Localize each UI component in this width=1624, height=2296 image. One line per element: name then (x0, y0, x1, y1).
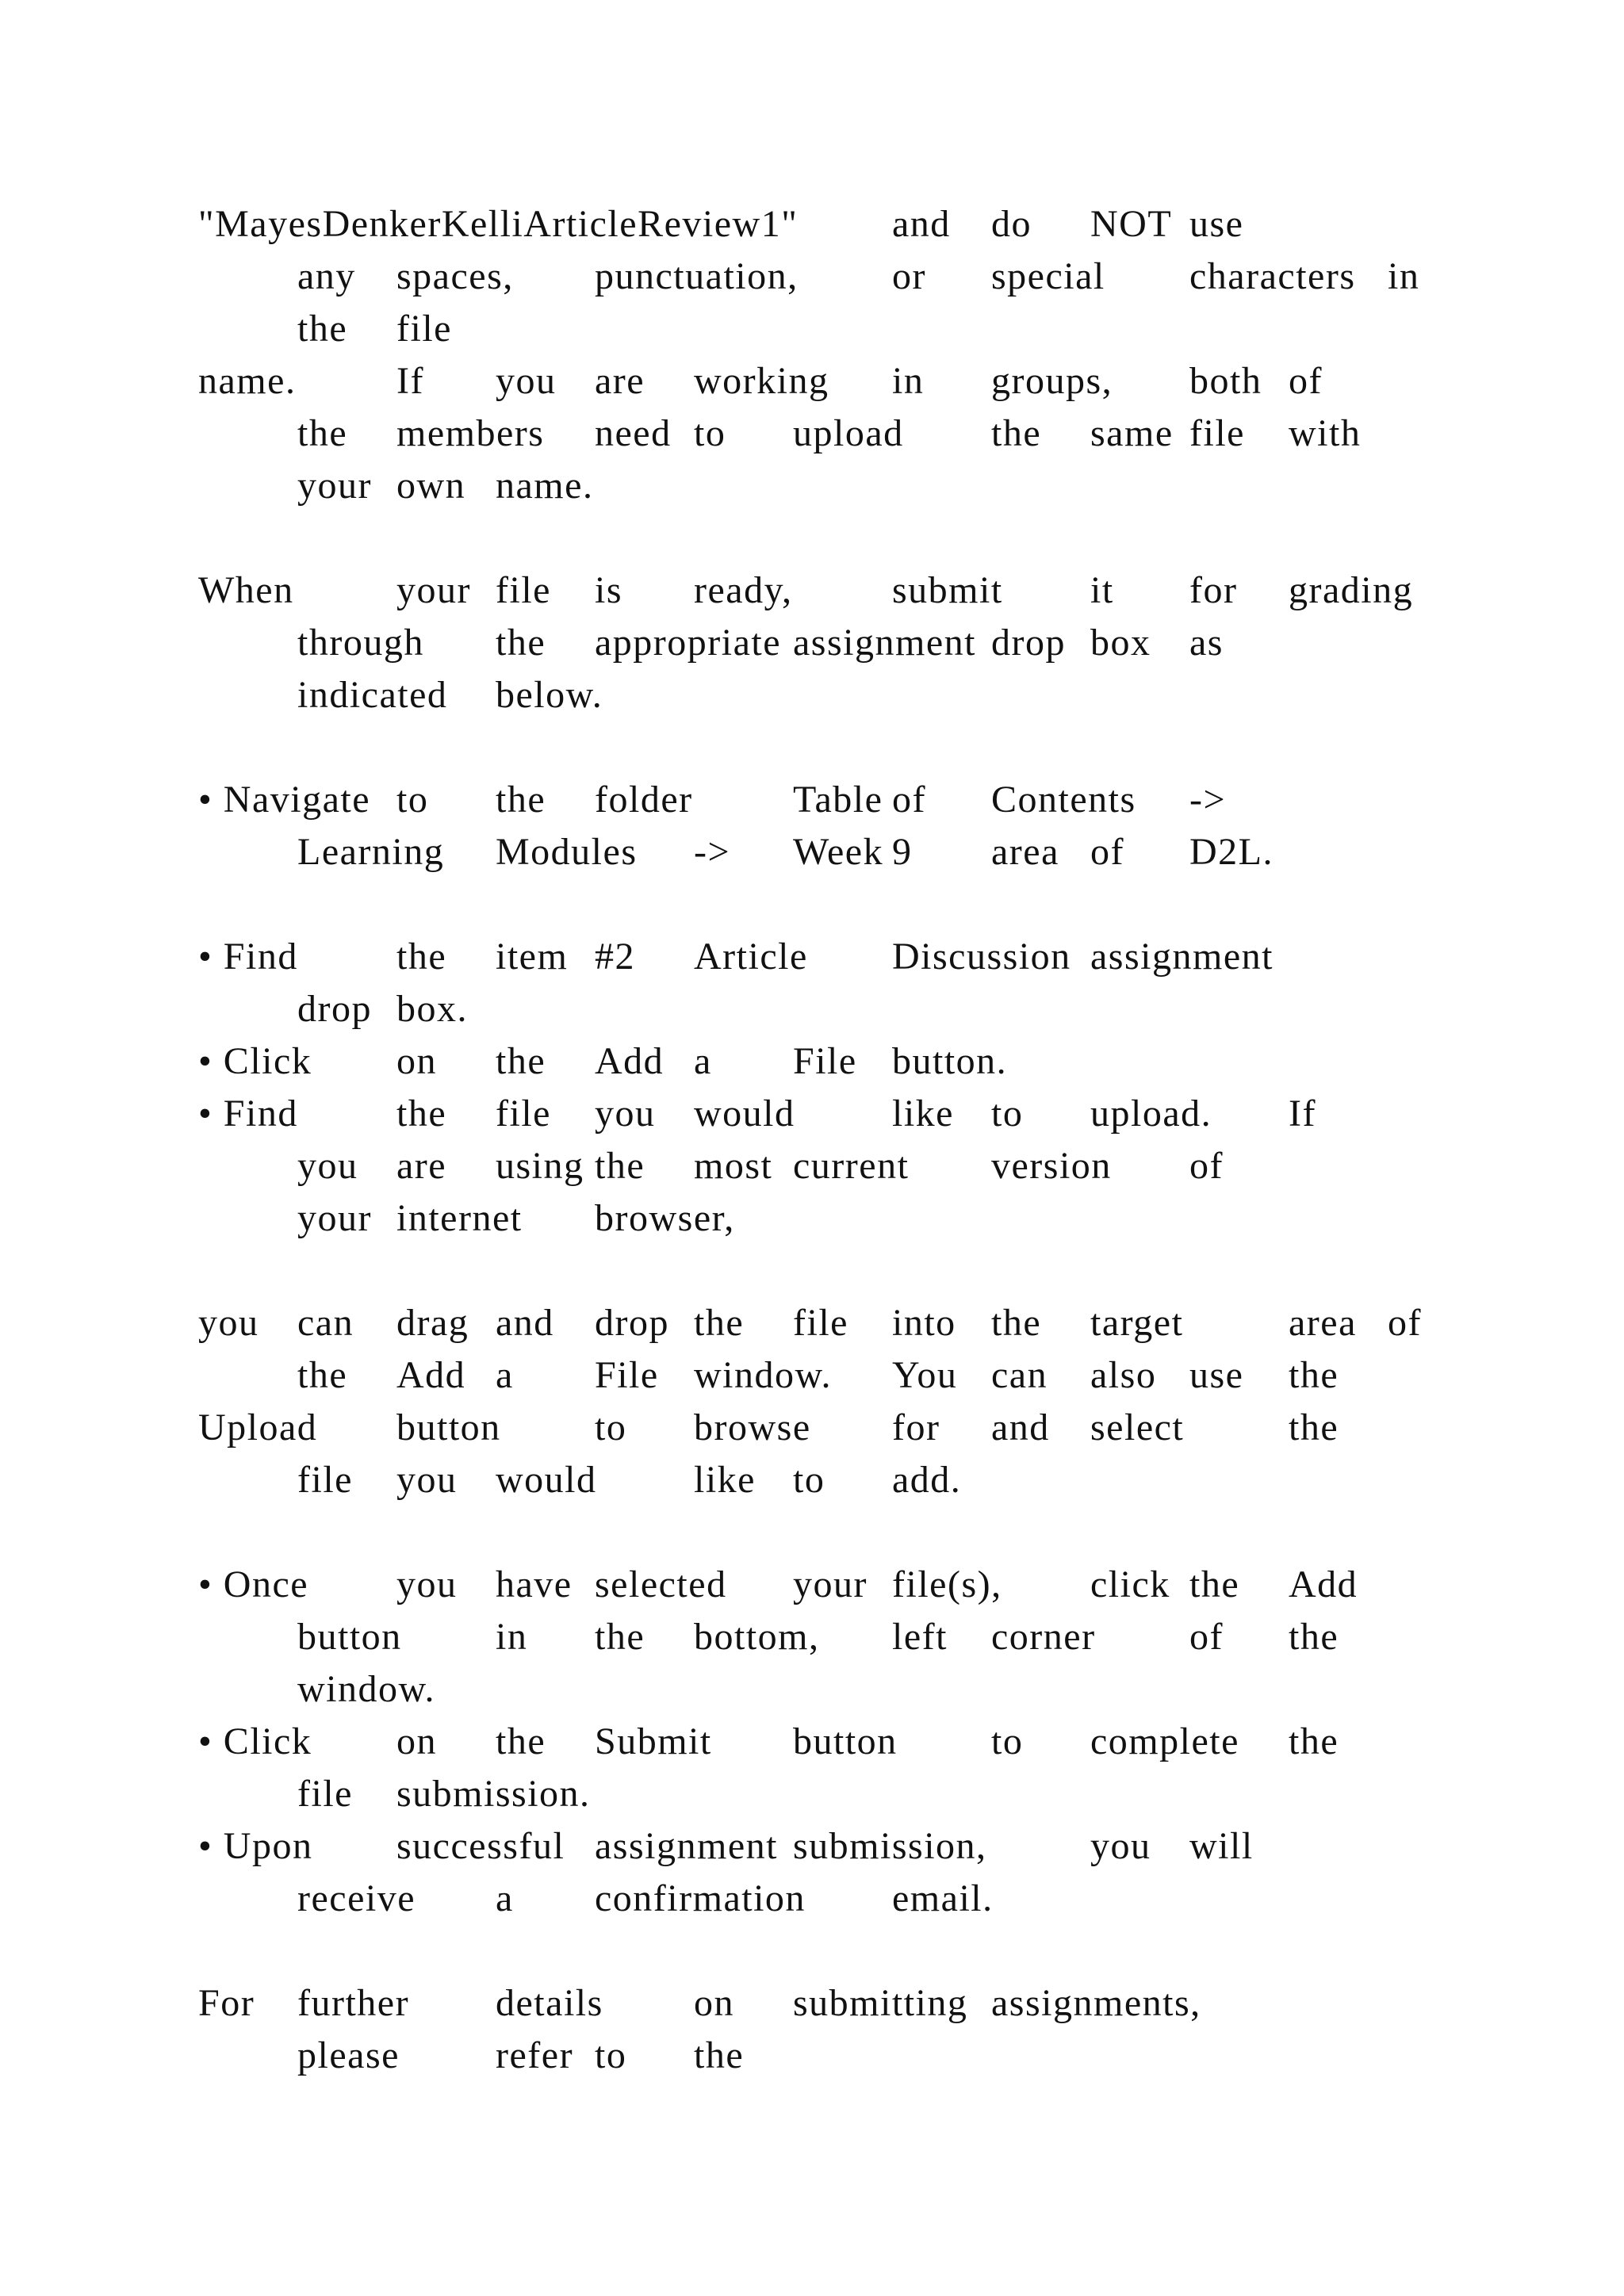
word: to (991, 1093, 1024, 1135)
word: • Find (198, 1093, 298, 1135)
text-line (0, 1349, 1624, 1402)
word: 9 (892, 831, 913, 873)
word: are (396, 1145, 447, 1187)
text-line (0, 669, 1624, 721)
word: Week (793, 831, 884, 873)
word: file (496, 569, 551, 611)
word: of (1189, 1616, 1224, 1658)
word: spaces, (396, 255, 514, 297)
word: to (694, 412, 726, 454)
word: confirmation (595, 1877, 806, 1919)
text-line (0, 983, 1624, 1035)
word: the (1289, 1354, 1339, 1396)
word: a (496, 1877, 514, 1919)
word: current (793, 1145, 910, 1187)
word: file (1189, 412, 1245, 454)
word: can (297, 1302, 354, 1344)
word: the (396, 1093, 447, 1135)
word: upload (793, 412, 904, 454)
word: and (991, 1406, 1050, 1448)
word: submission, (793, 1825, 987, 1867)
text-line (0, 564, 1624, 617)
word: submit (892, 569, 1003, 611)
word: window. (297, 1668, 436, 1710)
word: members (396, 412, 545, 454)
word: assignment (1090, 936, 1274, 978)
word: details (496, 1982, 603, 2024)
word: Learning (297, 831, 445, 873)
word: need (595, 412, 672, 454)
word: you (1090, 1825, 1151, 1867)
word: ready, (694, 569, 793, 611)
word: the (496, 779, 546, 821)
word: through (297, 622, 424, 664)
word: indicated (297, 674, 448, 716)
word: for (1189, 569, 1238, 611)
word: #2 (595, 936, 635, 978)
word: left (892, 1616, 948, 1658)
text-line (0, 1559, 1624, 1611)
text-line (0, 1297, 1624, 1349)
word: file (496, 1093, 551, 1135)
word: use (1189, 203, 1244, 245)
word: and (496, 1302, 554, 1344)
word: browser, (595, 1197, 735, 1239)
word: -> (694, 831, 731, 873)
word: the (496, 1720, 546, 1762)
word: file (297, 1459, 353, 1501)
word: assignments, (991, 1982, 1201, 2024)
word: a (694, 1040, 712, 1082)
word: into (892, 1302, 956, 1344)
word: box (1090, 622, 1151, 664)
word: punctuation, (595, 255, 799, 297)
word: browse (694, 1406, 811, 1448)
word: file(s), (892, 1563, 1002, 1605)
word: item (496, 936, 569, 978)
text-line (0, 826, 1624, 878)
word: please (297, 2034, 400, 2076)
word: name. (496, 465, 594, 507)
word: the (496, 622, 546, 664)
word: you (396, 1459, 458, 1501)
word: the (496, 1040, 546, 1082)
word: the (297, 1354, 348, 1396)
word: in (1388, 255, 1420, 297)
text-line (0, 1820, 1624, 1873)
word: button (793, 1720, 898, 1762)
word: select (1090, 1406, 1185, 1448)
word: If (396, 360, 424, 402)
word: both (1189, 360, 1262, 402)
word: button (297, 1616, 402, 1658)
word: button (396, 1406, 501, 1448)
word: click (1090, 1563, 1170, 1605)
word: of (1388, 1302, 1422, 1344)
word: would (496, 1459, 597, 1501)
word: also (1090, 1354, 1157, 1396)
word: successful (396, 1825, 565, 1867)
word: file (297, 1773, 353, 1815)
word: drag (396, 1302, 469, 1344)
word: to (396, 779, 429, 821)
word: your (396, 569, 471, 611)
word: the (396, 936, 447, 978)
word: to (793, 1459, 825, 1501)
word: Contents (991, 779, 1136, 821)
word: to (991, 1720, 1024, 1762)
word: the (595, 1145, 645, 1187)
text-line (0, 1035, 1624, 1088)
word: corner (991, 1616, 1096, 1658)
word: the (297, 412, 348, 454)
word: File (595, 1354, 659, 1396)
word: you (595, 1093, 656, 1135)
word: file (396, 308, 452, 350)
word: using (496, 1145, 584, 1187)
word: your (793, 1563, 868, 1605)
word: characters (1189, 255, 1356, 297)
word: • Once (198, 1563, 309, 1605)
word: • Upon (198, 1825, 313, 1867)
word: area (1289, 1302, 1357, 1344)
text-line (0, 1192, 1624, 1245)
word: most (694, 1145, 773, 1187)
word: would (694, 1093, 795, 1135)
word: like (892, 1093, 954, 1135)
word: in (892, 360, 925, 402)
word: groups, (991, 360, 1113, 402)
word: email. (892, 1877, 994, 1919)
word: • Navigate (198, 779, 371, 821)
text-line (0, 408, 1624, 460)
text-line (0, 1663, 1624, 1716)
word: the (694, 1302, 745, 1344)
word: folder (595, 779, 693, 821)
text-line (0, 198, 1624, 251)
word: the (991, 1302, 1042, 1344)
word: assignment (595, 1825, 778, 1867)
word: submitting (793, 1982, 968, 2024)
word: internet (396, 1197, 523, 1239)
word: For (198, 1982, 255, 2024)
text-line (0, 1768, 1624, 1820)
word: File (793, 1040, 857, 1082)
word: will (1189, 1825, 1254, 1867)
word: the (1289, 1720, 1339, 1762)
word: bottom, (694, 1616, 820, 1658)
word: are (595, 360, 645, 402)
word: version (991, 1145, 1112, 1187)
word: Add (396, 1354, 466, 1396)
word: to (595, 2034, 627, 2076)
word: complete (1090, 1720, 1239, 1762)
word: target (1090, 1302, 1184, 1344)
word: You (892, 1354, 958, 1396)
word: of (1090, 831, 1124, 873)
word: a (496, 1354, 514, 1396)
word: on (396, 1040, 437, 1082)
word: D2L. (1189, 831, 1274, 873)
word: • Find (198, 936, 298, 978)
word: own (396, 465, 466, 507)
text-line (0, 251, 1624, 303)
word: appropriate (595, 622, 782, 664)
text-line (0, 931, 1624, 983)
word: Add (1289, 1563, 1358, 1605)
word: window. (694, 1354, 833, 1396)
text-line (0, 774, 1624, 826)
text-line (0, 617, 1624, 669)
word: with (1289, 412, 1362, 454)
word: name. (198, 360, 297, 402)
word: the (1189, 1563, 1240, 1605)
word: upload. (1090, 1093, 1212, 1135)
word: of (1189, 1145, 1224, 1187)
word: the (595, 1616, 645, 1658)
word: selected (595, 1563, 727, 1605)
word: grading (1289, 569, 1414, 611)
word: the (694, 2034, 745, 2076)
text-line (0, 1140, 1624, 1192)
text-line (0, 355, 1624, 408)
word: drop (595, 1302, 669, 1344)
word: for (892, 1406, 940, 1448)
word: you (297, 1145, 358, 1187)
word: is (595, 569, 623, 611)
word: as (1189, 622, 1224, 664)
word: any (297, 255, 356, 297)
word: and (892, 203, 951, 245)
word: the (1289, 1406, 1339, 1448)
word: same (1090, 412, 1174, 454)
word: Upload (198, 1406, 318, 1448)
word: refer (496, 2034, 574, 2076)
word: the (991, 412, 1042, 454)
text-line (0, 2030, 1624, 2082)
text-line (0, 303, 1624, 355)
word: special (991, 255, 1105, 297)
word: like (694, 1459, 756, 1501)
word: the (297, 308, 348, 350)
word: you (198, 1302, 259, 1344)
word: receive (297, 1877, 416, 1919)
word: • Click (198, 1040, 312, 1082)
word: assignment (793, 622, 976, 664)
word: Table (793, 779, 883, 821)
word: in (496, 1616, 528, 1658)
word: • Click (198, 1720, 312, 1762)
word: have (496, 1563, 573, 1605)
word: drop (991, 622, 1066, 664)
word: drop (297, 988, 372, 1030)
word: Article (694, 936, 808, 978)
word: you (396, 1563, 458, 1605)
text-line (0, 1716, 1624, 1768)
word: When (198, 569, 294, 611)
word: Add (595, 1040, 665, 1082)
word: "MayesDenkerKelliArticleReview1" (198, 203, 799, 245)
text-line (0, 1611, 1624, 1663)
word: you (496, 360, 557, 402)
text-line (0, 460, 1624, 512)
word: on (694, 1982, 734, 2024)
word: box. (396, 988, 468, 1030)
word: If (1289, 1093, 1316, 1135)
word: area (991, 831, 1059, 873)
word: Discussion (892, 936, 1071, 978)
word: working (694, 360, 829, 402)
word: NOT (1090, 203, 1173, 245)
text-line (0, 1873, 1624, 1925)
text-line (0, 1454, 1624, 1506)
text-line (0, 1977, 1624, 2030)
text-line (0, 1402, 1624, 1454)
text-line (0, 1088, 1624, 1140)
word: of (1289, 360, 1323, 402)
word: submission. (396, 1773, 591, 1815)
word: Submit (595, 1720, 712, 1762)
word: -> (1189, 779, 1227, 821)
word: button. (892, 1040, 1008, 1082)
word: of (892, 779, 926, 821)
word: file (793, 1302, 848, 1344)
word: it (1090, 569, 1114, 611)
word: use (1189, 1354, 1244, 1396)
word: can (991, 1354, 1048, 1396)
word: further (297, 1982, 410, 2024)
word: add. (892, 1459, 962, 1501)
word: below. (496, 674, 603, 716)
word: do (991, 203, 1032, 245)
word: your (297, 465, 372, 507)
word: on (396, 1720, 437, 1762)
word: to (595, 1406, 627, 1448)
word: your (297, 1197, 372, 1239)
word: or (892, 255, 926, 297)
word: the (1289, 1616, 1339, 1658)
word: Modules (496, 831, 638, 873)
